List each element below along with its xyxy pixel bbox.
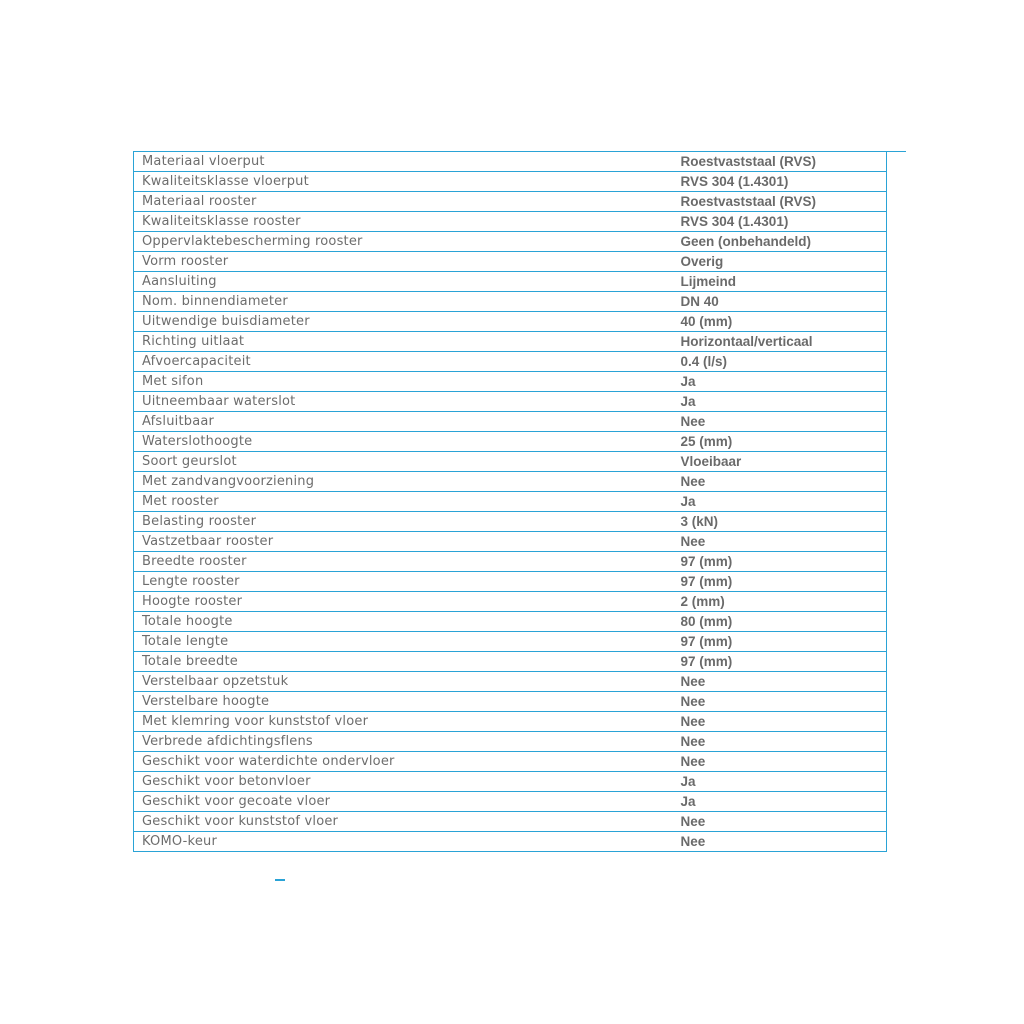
spec-row	[134, 412, 887, 432]
spec-label: Verbrede afdichtingsflens	[134, 732, 673, 752]
spec-row	[134, 572, 887, 592]
spec-row	[134, 372, 887, 392]
spec-label: Met zandvangvoorziening	[134, 472, 673, 492]
spec-row	[134, 832, 887, 852]
spec-row	[134, 312, 887, 332]
spec-row	[134, 692, 887, 712]
spec-row	[134, 172, 887, 192]
spec-value: 97 (mm)	[673, 652, 887, 672]
spec-label: Lengte rooster	[134, 572, 673, 592]
spec-value: Nee	[673, 672, 887, 692]
spec-row	[134, 192, 887, 212]
spec-row	[134, 392, 887, 412]
spec-label: Verstelbaar opzetstuk	[134, 672, 673, 692]
spec-label: Richting uitlaat	[134, 332, 673, 352]
specifications-table	[133, 151, 887, 852]
spec-value: Lijmeind	[673, 272, 887, 292]
spec-value: Nee	[673, 732, 887, 752]
spec-value: Nee	[673, 532, 887, 552]
bottom-dash-mark	[275, 879, 285, 881]
spec-value: Nee	[673, 752, 887, 772]
spec-value: Nee	[673, 832, 887, 852]
spec-label: Met sifon	[134, 372, 673, 392]
spec-value: 3 (kN)	[673, 512, 887, 532]
spec-label: Met klemring voor kunststof vloer	[134, 712, 673, 732]
spec-row	[134, 492, 887, 512]
spec-row	[134, 792, 887, 812]
spec-row	[134, 812, 887, 832]
spec-value: Vloeibaar	[673, 452, 887, 472]
spec-label: Materiaal vloerput	[134, 152, 673, 172]
spec-label: Oppervlaktebescherming rooster	[134, 232, 673, 252]
spec-label: Met rooster	[134, 492, 673, 512]
spec-value: 40 (mm)	[673, 312, 887, 332]
spec-value: Nee	[673, 812, 887, 832]
spec-value: Ja	[673, 392, 887, 412]
spec-row	[134, 552, 887, 572]
spec-value: Nee	[673, 412, 887, 432]
spec-value: Ja	[673, 772, 887, 792]
spec-label: Geschikt voor betonvloer	[134, 772, 673, 792]
spec-value: DN 40	[673, 292, 887, 312]
spec-label: Geschikt voor gecoate vloer	[134, 792, 673, 812]
spec-row	[134, 252, 887, 272]
spec-value: Horizontaal/verticaal	[673, 332, 887, 352]
spec-value: RVS 304 (1.4301)	[673, 172, 887, 192]
spec-label: Totale lengte	[134, 632, 673, 652]
spec-label: KOMO-keur	[134, 832, 673, 852]
spec-label: Kwaliteitsklasse rooster	[134, 212, 673, 232]
spec-value: Roestvaststaal (RVS)	[673, 192, 887, 212]
spec-row	[134, 712, 887, 732]
spec-row	[134, 592, 887, 612]
spec-row	[134, 212, 887, 232]
spec-label: Materiaal rooster	[134, 192, 673, 212]
spec-row	[134, 632, 887, 652]
spec-row	[134, 732, 887, 752]
spec-row	[134, 352, 887, 372]
spec-value: Ja	[673, 792, 887, 812]
spec-label: Belasting rooster	[134, 512, 673, 532]
spec-label: Uitneembaar waterslot	[134, 392, 673, 412]
spec-label: Kwaliteitsklasse vloerput	[134, 172, 673, 192]
spec-label: Waterslothoogte	[134, 432, 673, 452]
spec-label: Vastzetbaar rooster	[134, 532, 673, 552]
spec-label: Afvoercapaciteit	[134, 352, 673, 372]
specifications-table-body	[134, 152, 887, 852]
spec-value: 80 (mm)	[673, 612, 887, 632]
spec-row	[134, 532, 887, 552]
spec-row	[134, 232, 887, 252]
spec-label: Nom. binnendiameter	[134, 292, 673, 312]
table-border-extension	[887, 151, 906, 152]
spec-value: 25 (mm)	[673, 432, 887, 452]
spec-label: Geschikt voor waterdichte ondervloer	[134, 752, 673, 772]
spec-row	[134, 752, 887, 772]
spec-value: 97 (mm)	[673, 632, 887, 652]
spec-value: 97 (mm)	[673, 552, 887, 572]
spec-label: Breedte rooster	[134, 552, 673, 572]
spec-label: Verstelbare hoogte	[134, 692, 673, 712]
spec-value: 0.4 (l/s)	[673, 352, 887, 372]
spec-label: Geschikt voor kunststof vloer	[134, 812, 673, 832]
spec-value: Nee	[673, 472, 887, 492]
spec-row	[134, 432, 887, 452]
spec-label: Uitwendige buisdiameter	[134, 312, 673, 332]
spec-label: Totale hoogte	[134, 612, 673, 632]
spec-row	[134, 772, 887, 792]
spec-value: Overig	[673, 252, 887, 272]
spec-row	[134, 612, 887, 632]
spec-value: Ja	[673, 372, 887, 392]
spec-value: Nee	[673, 692, 887, 712]
spec-row	[134, 272, 887, 292]
spec-value: Ja	[673, 492, 887, 512]
spec-row	[134, 332, 887, 352]
spec-row	[134, 672, 887, 692]
spec-label: Totale breedte	[134, 652, 673, 672]
spec-label: Hoogte rooster	[134, 592, 673, 612]
spec-label: Afsluitbaar	[134, 412, 673, 432]
spec-label: Soort geurslot	[134, 452, 673, 472]
spec-value: RVS 304 (1.4301)	[673, 212, 887, 232]
spec-value: 97 (mm)	[673, 572, 887, 592]
spec-row	[134, 292, 887, 312]
spec-row	[134, 472, 887, 492]
spec-value: 2 (mm)	[673, 592, 887, 612]
spec-row	[134, 452, 887, 472]
spec-value: Roestvaststaal (RVS)	[673, 152, 887, 172]
spec-label: Aansluiting	[134, 272, 673, 292]
spec-value: Nee	[673, 712, 887, 732]
spec-row	[134, 152, 887, 172]
spec-row	[134, 652, 887, 672]
spec-value: Geen (onbehandeld)	[673, 232, 887, 252]
spec-label: Vorm rooster	[134, 252, 673, 272]
spec-row	[134, 512, 887, 532]
